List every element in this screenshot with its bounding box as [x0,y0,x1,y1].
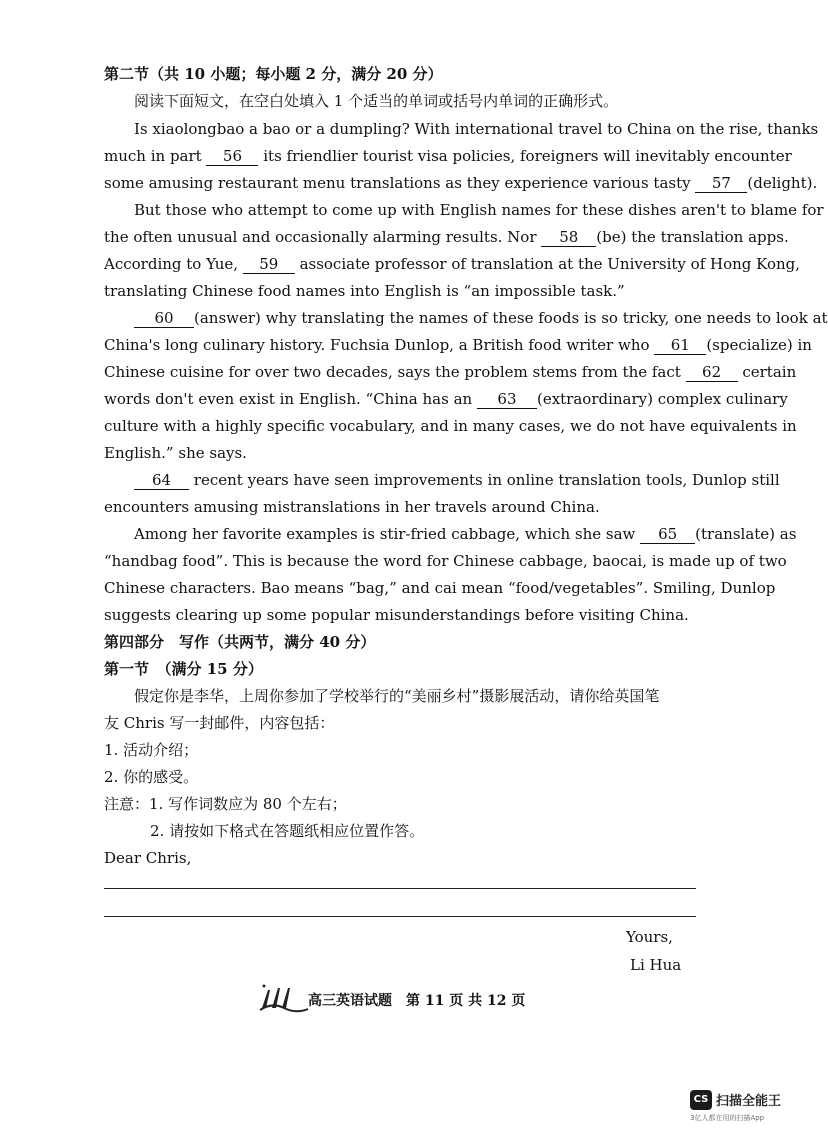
task-item: 1. 活动介绍； [104,741,199,759]
blank-58: 58 [541,228,596,247]
passage-line: some amusing restaurant menu translations as they experience various tasty 57 (delight). [104,174,818,192]
task-line: 友 Chris 写一封邮件，内容包括： [104,714,335,732]
passage-line: According to Yue, 59 associate professor of translation at the University of Hong Kong, [104,255,801,273]
passage-line: China's long culinary history. Fuchsia Dunlop, a British food writer who 61 (specialize) in [104,336,812,354]
answer-line [104,888,696,889]
blank-64: 64 [134,471,189,490]
blank-56: 56 [206,147,258,166]
passage-line: translating Chinese food names into English is “an impossible task.” [104,282,625,300]
task-line: 假定你是李华，上周你参加了学校举行的“美丽乡村”摄影展活动，请你给英国笔 [134,687,660,705]
blank-61: 61 [654,336,706,355]
salutation: Dear Chris, [104,849,192,867]
passage-line: Is xiaolongbao a bao or a dumpling? With international travel to China on the rise, thanks [134,120,819,138]
part4-heading: 第四部分 写作（共两节，满分 40 分） [104,633,376,651]
part4-sec1-heading: 第一节 （满分 15 分） [104,660,263,678]
passage-line: Among her favorite examples is stir-fried cabbage, which she saw 65 (translate) as [134,525,797,543]
passage-line: 60 (answer) why translating the names of these foods is so tricky, one needs to look at [104,305,704,332]
blank-60: 60 [134,309,194,328]
blank-57: 57 [695,174,747,193]
passage-line: But those who attempt to come up with English names for these dishes aren't to blame for [134,201,824,219]
scanner-name: 扫描全能王 [716,1094,782,1109]
camscanner-logo-icon: CS [690,1090,712,1110]
passage-line: encounters amusing mistranslations in her travels around China. [104,498,600,516]
blank-65: 65 [640,525,695,544]
passage-line: much in part 56 its friendlier tourist visa policies, foreigners will inevitably encounter [104,147,792,165]
signature: Li Hua [630,956,682,974]
blank-63: 63 [477,390,537,409]
task-item: 2. 你的感受。 [104,768,199,786]
passage-line: Chinese cuisine for over two decades, says the problem stems from the fact 62 certain [104,363,797,381]
page-footer: 高三英语试题 第 11 页 共 12 页 [308,993,526,1009]
blank-59: 59 [243,255,295,274]
passage-line: the often unusual and occasionally alarming results. Nor 58 (be) the translation apps. [104,228,789,246]
answer-line [104,916,696,917]
passage-line: culture with a highly specific vocabulary, and in many cases, we do not have equivalents in [104,417,797,435]
note-line: 注意：1. 写作词数应为 80 个左右； [104,795,347,813]
passage-line: 64 recent years have seen improvements in online translation tools, Dunlop still [104,467,704,494]
passage-line: English.” she says. [104,444,247,462]
note-line: 2. 请按如下格式在答题纸相应位置作答。 [150,822,425,840]
school-logo-icon [258,982,310,1012]
section2-heading: 第二节（共 10 小题；每小题 2 分，满分 20 分） [104,65,443,83]
closing: Yours, [626,928,673,946]
passage-line: suggests clearing up some popular misunderstandings before visiting China. [104,606,689,624]
scanner-tagline: 3亿人都在用的扫描App [690,1114,765,1122]
blank-62: 62 [686,363,738,382]
passage-line: Chinese characters. Bao means “bag,” and cai mean “food/vegetables”. Smiling, Dunlop [104,579,776,597]
passage-line: words don't even exist in English. “China has an 63 (extraordinary) complex culinary [104,390,788,408]
scanner-watermark [690,1088,790,1128]
passage-line: “handbag food”. This is because the word for Chinese cabbage, baocai, is made up of two [104,552,787,570]
section2-instruction: 阅读下面短文，在空白处填入 1 个适当的单词或括号内单词的正确形式。 [134,92,619,110]
